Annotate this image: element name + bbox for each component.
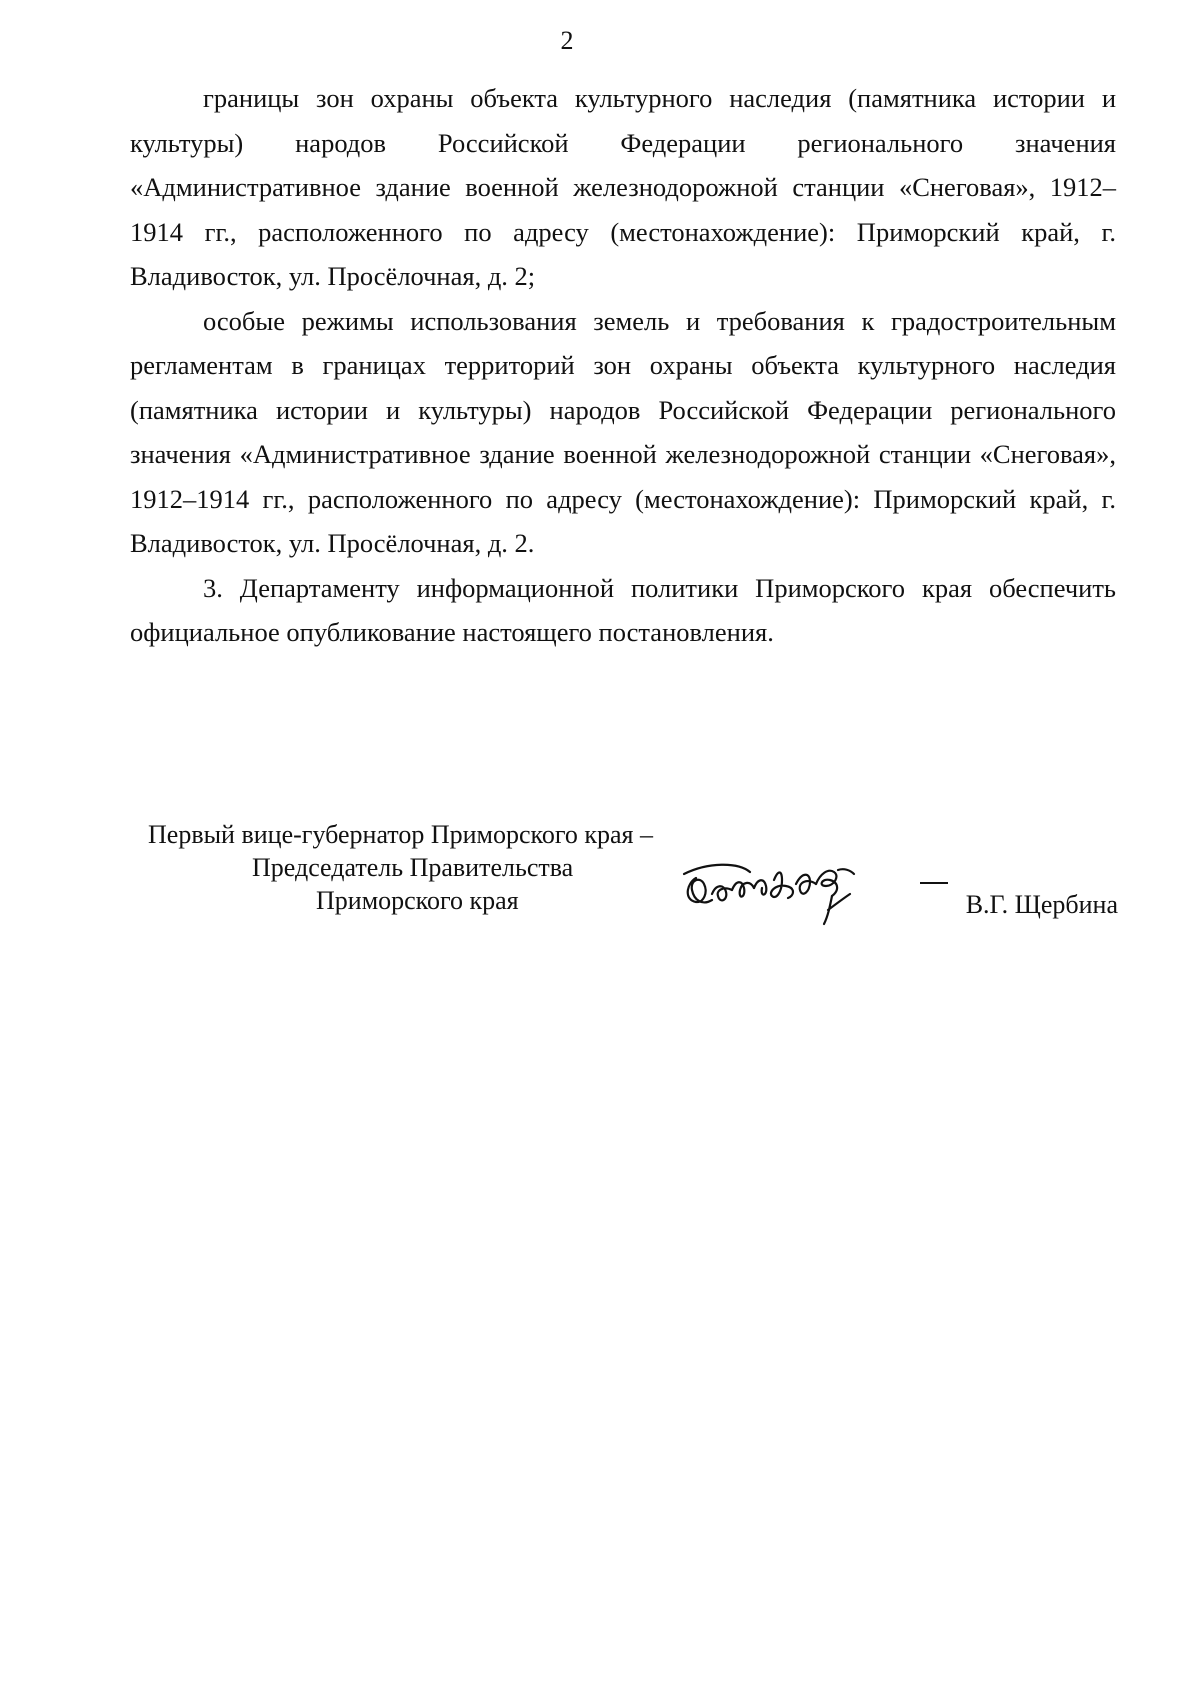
signer-position-line-2: Председатель Правительства [252,853,574,882]
paragraph-land-use-regimes: особые режимы использования земель и требования к градостроительным регламентам в границах территорий зон охраны объекта культурного наследия (памятника истории и культуры) народов Российской Федерации регионального значения «Административное здание военной железнодорожной станции «Снеговая», 1912–1914 гг., расположенного по адресу (местонахождение): Приморский край, г. Владивосток, ул. Просёлочная, д. 2. [130,305,1116,558]
signer-name: В.Г. Щербина [965,890,1118,919]
paragraph-publication-order: 3. Департаменту информационной политики Приморского края обеспечить официальное опубликование настоящего постановления. [130,572,1116,647]
page-number: 2 [560,26,574,55]
signer-position-line-3: Приморского края [316,886,519,915]
handwritten-signature [678,850,898,930]
signer-overline [920,882,948,884]
signature-block [148,820,1118,930]
signer-position-line-1: Первый вице-губернатор Приморского края – [148,820,653,849]
paragraph-zones-boundaries: границы зон охраны объекта культурного наследия (памятника истории и культуры) народов Российской Федерации регионального значения «Административное здание военной железнодорожной станции «Снеговая», 1912–1914 гг., расположенного по адресу (местонахождение): Приморский край, г. Владивосток, ул. Просёлочная, д. 2; [130,83,1116,291]
document-body [130,76,1116,655]
